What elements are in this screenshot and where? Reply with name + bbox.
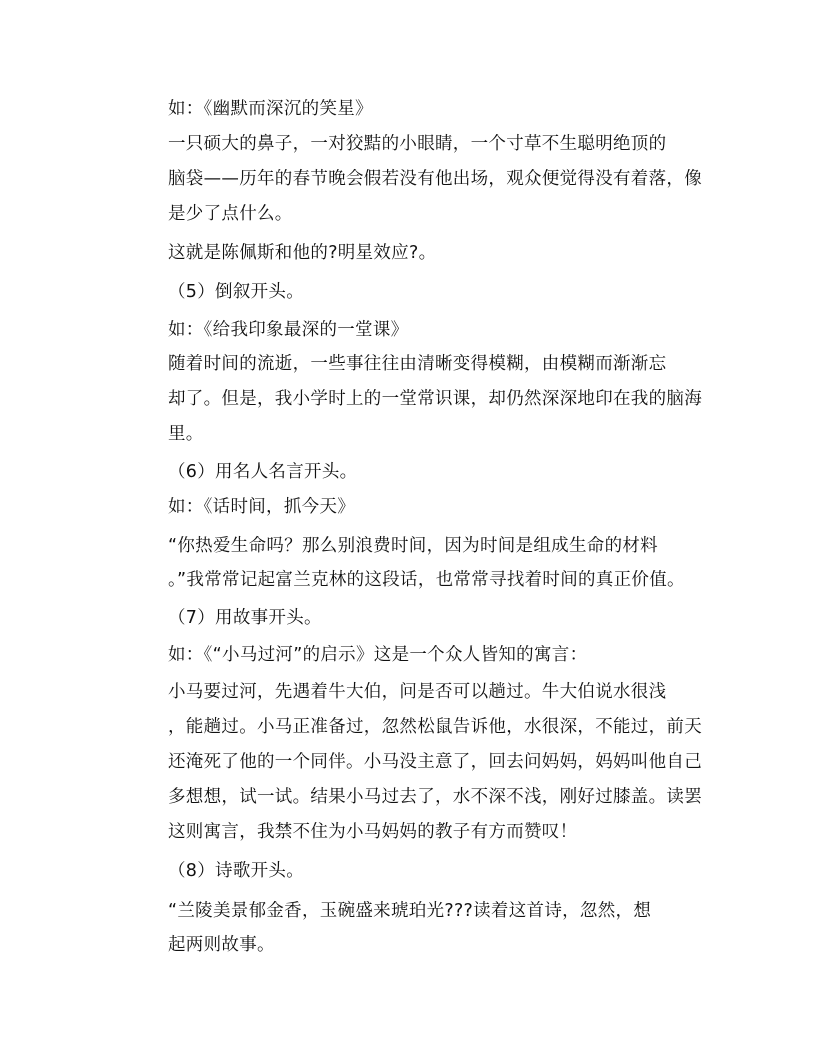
section-heading: （7）用故事开头。 xyxy=(168,608,322,628)
example-title-line: 如：《“小马过河”的启示》这是一个众人皆知的寓言： xyxy=(168,645,588,665)
paragraph-line: 多想想，试一试。结果小马过去了，水不深不浅，刚好过膝盖。读罢 xyxy=(168,787,702,807)
paragraph-line: 一只硕大的鼻子，一对狡黠的小眼睛，一个寸草不生聪明绝顶的 xyxy=(168,134,667,154)
paragraph-line: 小马要过河，先遇着牛大伯，问是否可以趟过。牛大伯说水很浅 xyxy=(168,682,667,702)
example-title-line: 如：《幽默而深沉的笑星》 xyxy=(168,99,373,119)
paragraph-line: “兰陵美景郁金香，玉碗盛来琥珀光???读着这首诗，忽然，想 xyxy=(168,901,652,921)
paragraph-line: 还淹死了他的一个同伴。小马没主意了，回去问妈妈，妈妈叫他自己 xyxy=(168,752,702,772)
paragraph-line: 脑袋——历年的春节晚会假若没有他出场，观众便觉得没有着落，像 xyxy=(168,169,702,189)
section-heading: （6）用名人名言开头。 xyxy=(168,462,358,482)
paragraph-line: 这就是陈佩斯和他的?明星效应?。 xyxy=(168,243,437,263)
paragraph-line: 里。 xyxy=(168,424,204,444)
example-title-line: 如：《给我印象最深的一堂课》 xyxy=(168,320,409,340)
section-heading: （8）诗歌开头。 xyxy=(168,861,305,881)
paragraph-line: 。”我常常记起富兰克林的这段话，也常常寻找着时间的真正价值。 xyxy=(168,570,685,590)
paragraph-line: 随着时间的流逝，一些事往往由清晰变得模糊，由模糊而渐渐忘 xyxy=(168,354,667,374)
paragraph-line: ，能趟过。小马正准备过，忽然松鼠告诉他，水很深，不能过，前天 xyxy=(168,717,702,737)
paragraph-line: 却了。但是，我小学时上的一堂常识课，却仍然深深地印在我的脑海 xyxy=(168,389,702,409)
paragraph-line: “你热爱生命吗？那么别浪费时间，因为时间是组成生命的材料 xyxy=(168,536,658,556)
paragraph-line: 起两则故事。 xyxy=(168,935,275,955)
section-heading: （5）倒叙开头。 xyxy=(168,282,305,302)
example-title-line: 如：《话时间，抓今天》 xyxy=(168,497,356,517)
paragraph-line: 是少了点什么。 xyxy=(168,204,293,224)
paragraph-line: 这则寓言，我禁不住为小马妈妈的教子有方而赞叹！ xyxy=(168,822,578,842)
